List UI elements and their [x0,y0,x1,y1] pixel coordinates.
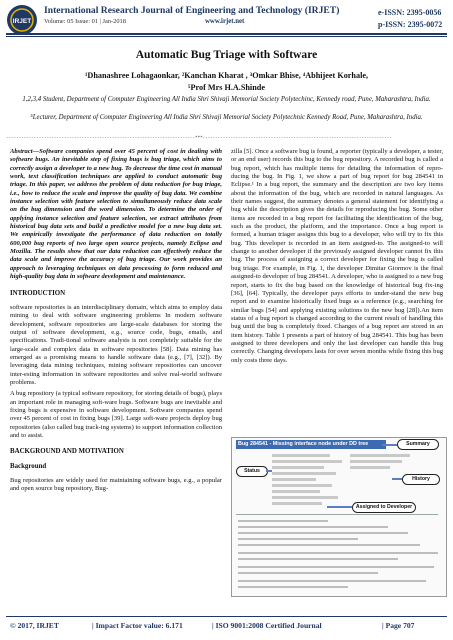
bug-report-figure [231,437,447,597]
irjet-logo [6,4,38,36]
background-paragraph-1: Bug repositories are widely used for maintaining software bugs, e.g., a popular and open source bug repository, Bug- [10,477,222,493]
footer-rule [6,616,447,617]
field-row [350,460,402,463]
footer-page: | Page 707 [382,621,415,630]
description-divider [236,514,438,515]
volume-issue: Volume: 05 Issue: 01 | Jan-2018 [44,18,126,25]
field-row [272,454,330,457]
background-subheading: Background [10,462,47,470]
description-line [238,566,434,568]
abstract-label: Abstract [10,148,33,155]
field-row [272,472,336,475]
journal-header [0,0,453,42]
assigned-pointer [327,506,352,508]
description-line [238,580,426,582]
field-row [272,502,322,505]
status-callout: Status [236,466,268,477]
assigned-callout: Assigned to Developer [352,502,416,513]
affiliation-students: 1,2,3,4 Student, Department of Computer Engineering All India Shri Shivaji Memorial Society Polytechinc, Kennedy road, Pune, Maharashtra, India. [22,96,431,103]
field-row [272,484,332,487]
description-line [238,532,408,534]
section-separator: ---------------------------------------------------------------------------***--------------------------------------------------------------------------- [6,135,392,140]
bug-title-text: Bug 284541 - Missing interface node under DD tree [238,441,369,447]
authors-line-2: ⁵Prof Mrs H.A.Shinde [188,83,265,92]
field-row [272,460,342,463]
author-list [0,70,453,94]
description-line [238,572,378,574]
background-heading: BACKGROUND AND MOTIVATION [10,448,124,456]
authors-line-1: ¹Dhanashree Lohagaonkar, ²Kanchan Kharat , ³Omkar Bhise, ⁴Abhijeet Korhale, [84,71,369,80]
journal-url[interactable]: www.irjet.net [205,18,245,25]
history-pointer [392,478,402,480]
abstract-text: —Software companies spend over 45 percent of cost in dealing with software bugs. An inevitable step of fixing bugs is bug triage, which aims to correctly assign a developer to a new bug. To decrease the time cost in manual work, text classification techniques are applied to conduct automatic bug triage. In this paper, we address the problem of data reduction for bug triage, i.e., how to reduce the scale and improve the quality of bug data. We combine instance selection with feature selection to simultaneously reduce data scale on the bug dimension and the word dimension. To determine the order of applying instance selection and feature selection, we extract attributes from historical bug data sets and build a predictive model for a new bug data set. We empirically investigate the performance of data reduction on totally 600,000 bug reports of two large open source projects, namely Eclipse and Mozilla. The results show that our data reduction can effectively reduce the data scale and improve the accuracy of bug triage. Our work provides an approach to leveraging techniques on data processing to form reduced and high-quality bug data in software development and maintenance. [10,148,222,281]
field-row [272,466,324,469]
introduction-heading: INTRODUCTION [10,289,66,297]
description-line [238,558,398,560]
pissn: p-ISSN: 2395-0072 [378,20,443,29]
description-line [238,520,328,522]
field-row [272,478,316,481]
description-line [238,526,388,528]
summary-pointer [382,444,397,446]
footer-impact: | Impact Factor value: 6.171 [92,621,183,630]
left-column [10,148,222,497]
field-row [350,466,390,469]
abstract [10,148,222,282]
description-line [238,552,438,554]
footer-iso: | ISO 9001:2008 Certified Journal [212,621,322,630]
eissn: e-ISSN: 2395-0056 [378,8,442,17]
history-callout: History [402,474,440,485]
paper-title: Automatic Bug Triage with Software [135,48,318,61]
field-row [272,496,338,499]
svg-text:IRJET: IRJET [12,18,32,25]
summary-callout: Summary [397,439,439,450]
right-column [231,148,443,368]
field-row [272,490,320,493]
header-rule-thin [6,36,447,37]
affiliation-lecturer: ⁵Lecturer, Department of Computer Engineering All India Shri Shivaji Memorial Society Polytechnic Kennedy Road, Pune, Maharashtra, India. [30,114,423,121]
right-paragraph-1: zilla [5]. Once a software bug is found, a reporter (typically a developer, a tester, or an end user) records this bug to the bug repository. A recorded bug is called a bug report, which has multiple items for detailing the information of repro-ducing the bug. In Fig. 1, we show a part of bug report for bug 284541 in Eclipse.¹ In a bug report, the summary and the description are two key items about the information of the bug, which are recorded in natural languages. As their names suggest, the summary denotes a general statement for identifying a bug while the description gives the details for reproducing the bug. Some other items are recorded in a bug report for facilitating the identification of the bug, such as the product, the platform, and the importance. Once a bug report is formed, a human triager assigns this bug to a developer, who will try to fix this bug. This developer is recorded in an item assigned-to. The assigned-to will change to another developer if the previously assigned developer cannot fix this bug. The process of assigning a correct developer for fixing the bug is called bug triage. For example, in Fig. 1, the developer Dimitar Giormov is the final assigned-to developer of bug 284541. A developer, who is assigned to a new bug report, starts to fix the bug based on the knowledge of historical bug fix-ing [36], [64]. Typically, the developer pays efforts to under-stand the new bug report and to examine historically fixed bugs as a reference (e.g., searching for similar bugs [54] and applying existing solutions to the new bug [28]).An item status of a bug report is changed according to the current result of handling this bug until the bug is completely fixed. Changes of a bug report are stored in an item history. Table 1 presents a part of history of bug 284541. This bug has been assigned to three developers and only the last developer can handle this bug correctly. Changing developers lasts for over seven months while fixing this bug only costs three days. [231,148,443,364]
field-row [350,454,410,457]
intro-paragraph-2: A bug repository (a typical software repository, for storing details of bugs), plays an important role in managing soft-ware bugs. Software bugs are inevitable and fixing bugs is expensive in software development. Software companies spend over 45 percent of cost in fixing bugs [39]. Large soft-ware projects deploy bug repositories (also called bug track-ing systems) to support information collection and to assist. [10,390,222,439]
header-rule [6,33,447,35]
description-line [238,544,420,546]
description-line [238,538,358,540]
description-line [238,586,348,588]
footer-copyright: © 2017, IRJET [10,621,59,630]
status-pointer [266,470,272,472]
intro-paragraph-1: software repositories is an interdisciplinary domain, which aims to employ data mining to deal with software engineering problems In modern software development, software repositories are large-scale databases for storing the output of software development, e.g., source code, bugs, emails, and specifications. Tradi-tional software analysis is not completely suitable for the large-scale and complex data in software repositories [58]. Data mining has emerged as a promising means to handle software data (e.g., [7], [32]). By leveraging data mining techniques, mining software repositories can uncover inter-esting information in software repositories and solve real-world software problems. [10,303,222,386]
journal-name: International Research Journal of Engineering and Technology (IRJET) [44,5,340,16]
